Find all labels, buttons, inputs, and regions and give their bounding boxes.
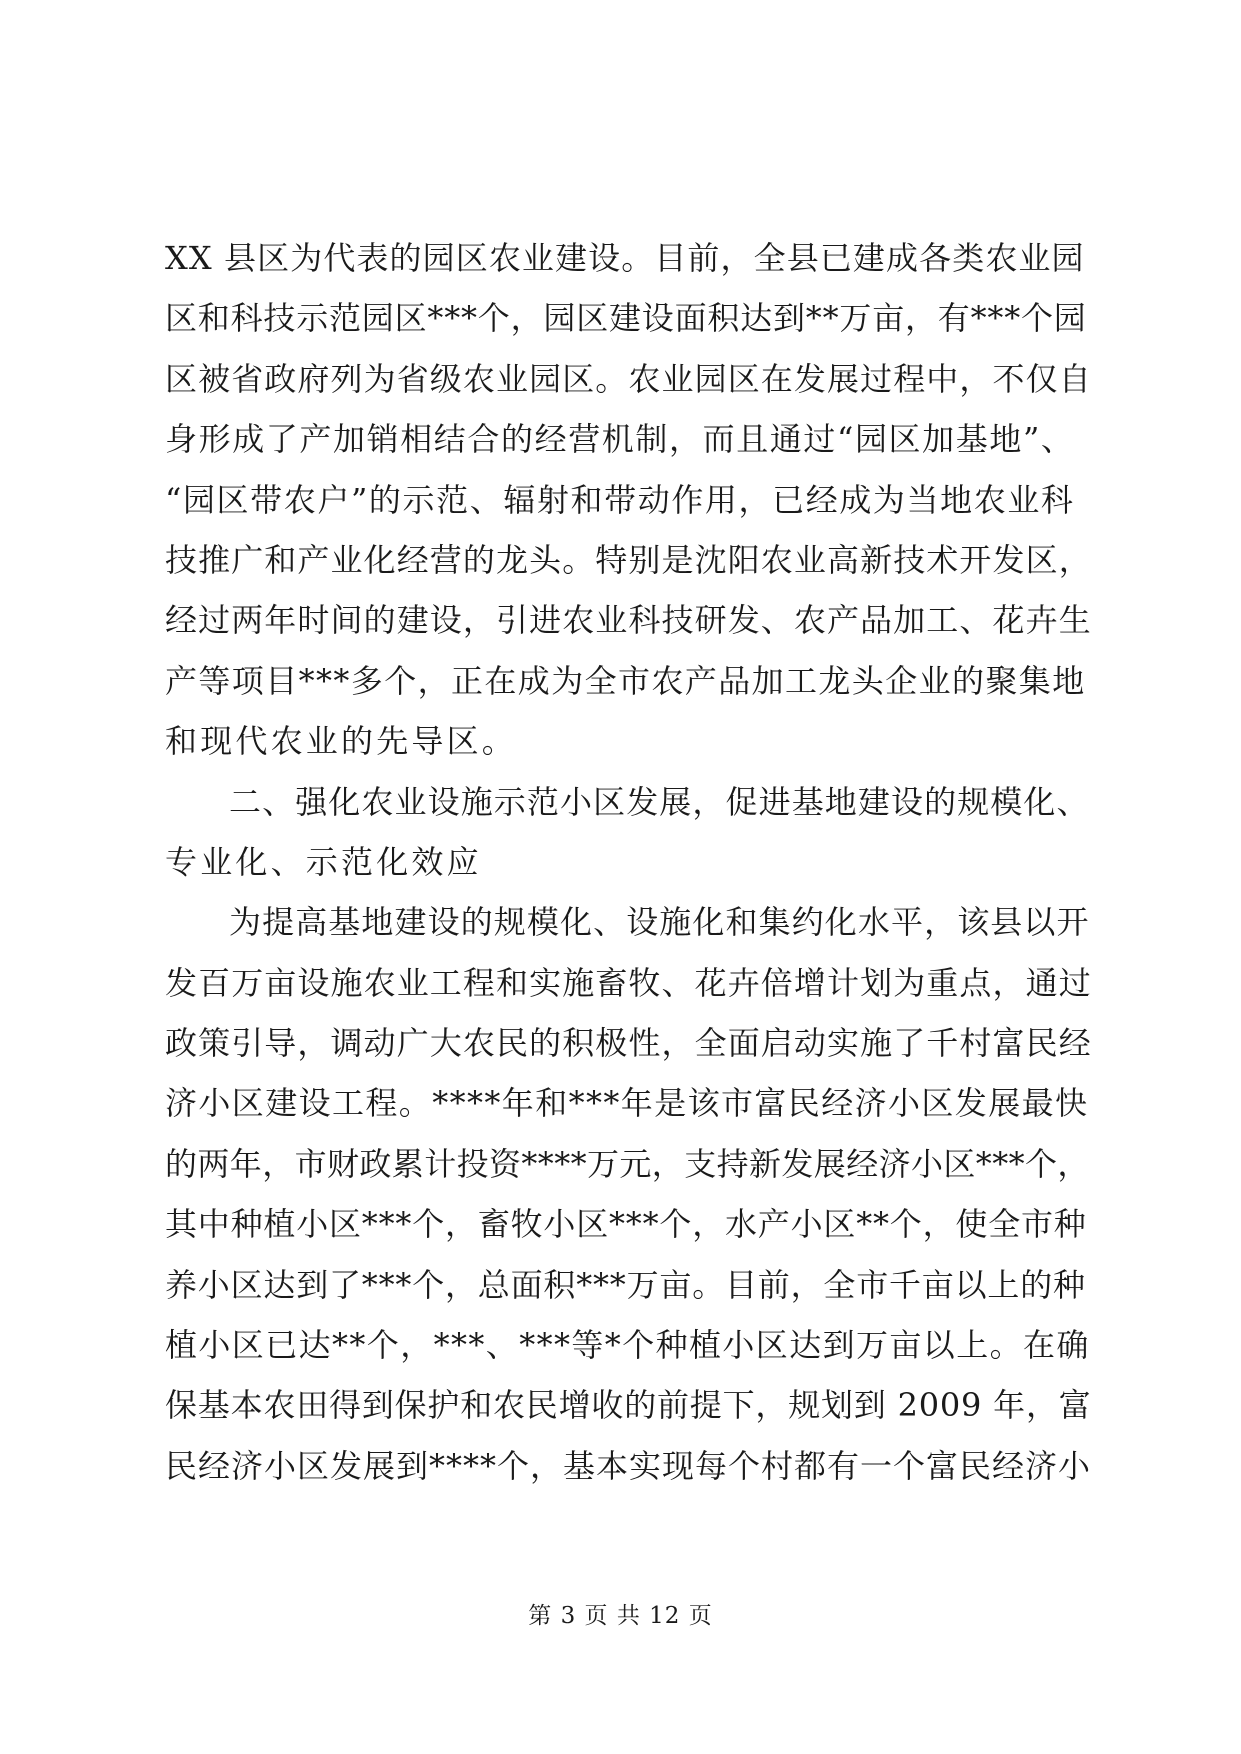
paragraph-line: 为提高基地建设的规模化、设施化和集约化水平，该县以开 [229,903,1090,942]
paragraph-line: 技推广和产业化经营的龙头。特别是沈阳农业高新技术开发区， [165,540,1092,579]
paragraph-line: 植小区已达**个，***、***等*个种植小区达到万亩以上。在确 [165,1326,1090,1365]
section-heading-line: 专业化、示范化效应 [165,842,482,881]
paragraph-line: 政策引导，调动广大农民的积极性，全面启动实施了千村富民经 [165,1024,1092,1063]
paragraph-line: 济小区建设工程。****年和***年是该市富民经济小区发展最快 [165,1084,1089,1123]
body-text [165,228,1090,1496]
paragraph-line: 经过两年时间的建设，引进农业科技研发、农产品加工、花卉生 [165,601,1092,640]
paragraph-line: XX 县区为代表的园区农业建设。目前，全县已建成各类农业园 [165,239,1085,277]
paragraph-line: 保基本农田得到保护和农民增收的前提下，规划到 2009 年，富 [165,1386,1092,1425]
paragraph-line: 民经济小区发展到****个，基本实现每个村都有一个富民经济小 [165,1446,1092,1485]
section-heading-line: 二、强化农业设施示范小区发展，促进基地建设的规模化、 [229,782,1090,821]
paragraph-line: 产等项目***多个，正在成为全市农产品加工龙头企业的聚集地 [165,661,1086,700]
paragraph-line: 区和科技示范园区***个，园区建设面积达到**万亩，有***个园 [165,299,1087,338]
paragraph-line: 区被省政府列为省级农业园区。农业园区在发展过程中，不仅自 [165,359,1092,398]
paragraph-line: 的两年，市财政累计投资****万元，支持新发展经济小区***个， [165,1144,1090,1183]
paragraph-line: 和现代农业的先导区。 [165,722,518,761]
paragraph-line: 养小区达到了***个，总面积***万亩。目前，全市千亩以上的种 [165,1265,1086,1304]
paragraph-line: “园区带农户”的示范、辐射和带动作用，已经成为当地农业科 [165,480,1075,519]
page-number-footer: 第 3 页 共 12 页 [528,1603,713,1629]
paragraph-line: 身形成了产加销相结合的经营机制，而且通过“园区加基地”、 [165,420,1075,459]
paragraph-line: 其中种植小区***个，畜牧小区***个，水产小区**个，使全市种 [165,1205,1087,1244]
paragraph-line: 发百万亩设施农业工程和实施畜牧、花卉倍增计划为重点，通过 [165,963,1092,1002]
